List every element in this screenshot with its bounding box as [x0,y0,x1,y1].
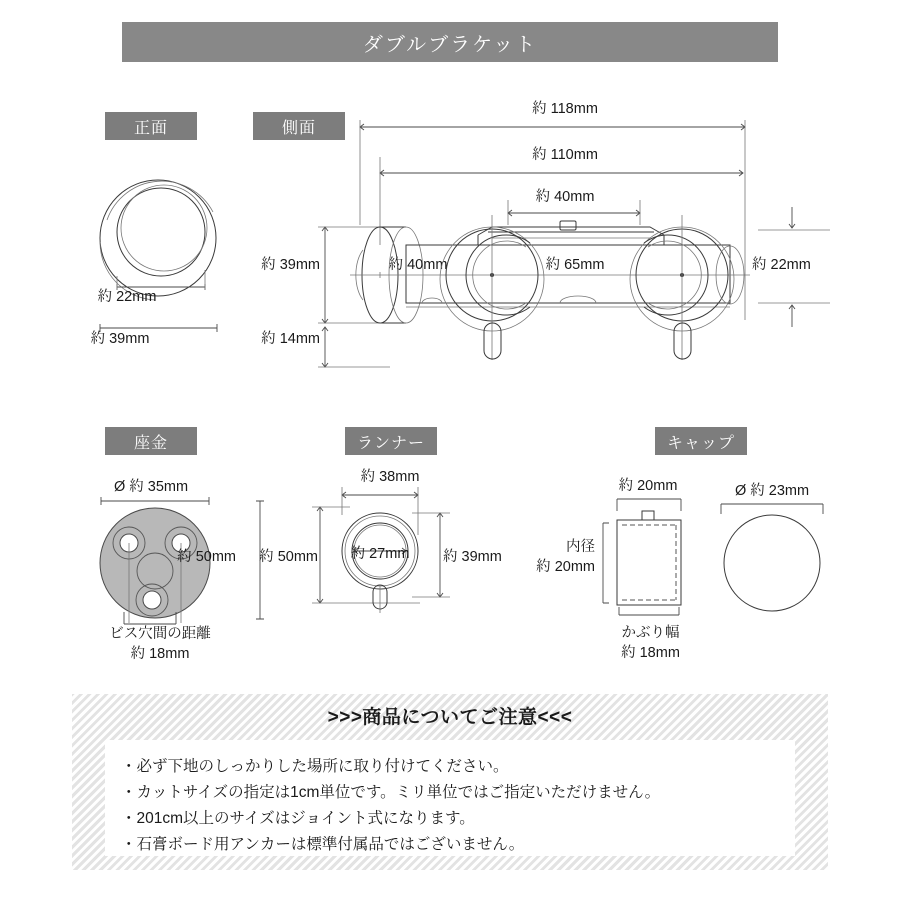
side-total-inner-dimension: 約 110mm [532,147,598,163]
side-total-outer-dimension: 約 118mm [532,101,598,117]
runner-total-height-dimension: 約 50mm [259,549,318,565]
page-title: ダブルブラケット [362,33,538,56]
cap-side-drawing [595,495,715,630]
side-top-gap-dimension: 約 40mm [535,189,595,205]
washer-hole-pitch-label: ビス穴間の距離 [109,626,211,642]
badge-side-view: 側面 [253,112,345,140]
washer-height-dimension: 約 50mm [177,549,236,565]
runner-ring-height-dimension: 約 39mm [443,549,502,565]
side-left-span-dimension: 約 40mm [388,257,448,273]
front-view-drawing [95,150,235,350]
notice-line-4: ・石膏ボード用アンカーは標準付属品ではございません。 [121,836,525,853]
side-view-drawing [230,95,850,375]
cap-face-diameter-dimension: Ø 約 23mm [734,483,810,499]
side-height-dimension: 約 39mm [261,257,320,273]
notice-line-2: ・カットサイズの指定は1cm単位です。ミリ単位ではご指定いただけません。 [121,784,661,801]
notice-heading: >>>商品についてご注意<<< [327,707,573,728]
cap-width-dimension: 約 20mm [618,478,678,494]
side-base-depth-dimension: 約 14mm [261,331,320,347]
badge-washer: 座金 [105,427,197,455]
notice-line-3: ・201cm以上のサイズはジョイント式になります。 [121,810,475,827]
cap-inner-diameter-value: 約 20mm [536,559,595,575]
cap-cover-width-value: 約 18mm [621,645,680,661]
notice-body [105,740,795,856]
badge-runner: ランナー [345,427,437,455]
cap-inner-diameter-label: 内径 [566,539,595,555]
side-rod-diameter-dimension: 約 22mm [752,257,811,273]
front-outer-dimension: 約 39mm [90,331,150,347]
cap-cover-width-label: かぶり幅 [621,625,680,641]
badge-cap: キャップ [655,427,747,455]
notice-panel [72,694,828,870]
washer-diameter-dimension: Ø 約 35mm [113,479,189,495]
page-title-bar [122,22,778,62]
side-center-span-dimension: 約 65mm [545,257,605,273]
runner-inner-diameter-dimension: 約 27mm [350,546,410,562]
notice-line-1: ・必ず下地のしっかりした場所に取り付けてください。 [121,758,509,775]
runner-outer-width-dimension: 約 38mm [360,469,420,485]
washer-hole-pitch-value: 約 18mm [130,646,190,662]
badge-front-view: 正面 [105,112,197,140]
cap-face-drawing [715,500,830,615]
front-inner-dimension: 約 22mm [97,289,157,305]
